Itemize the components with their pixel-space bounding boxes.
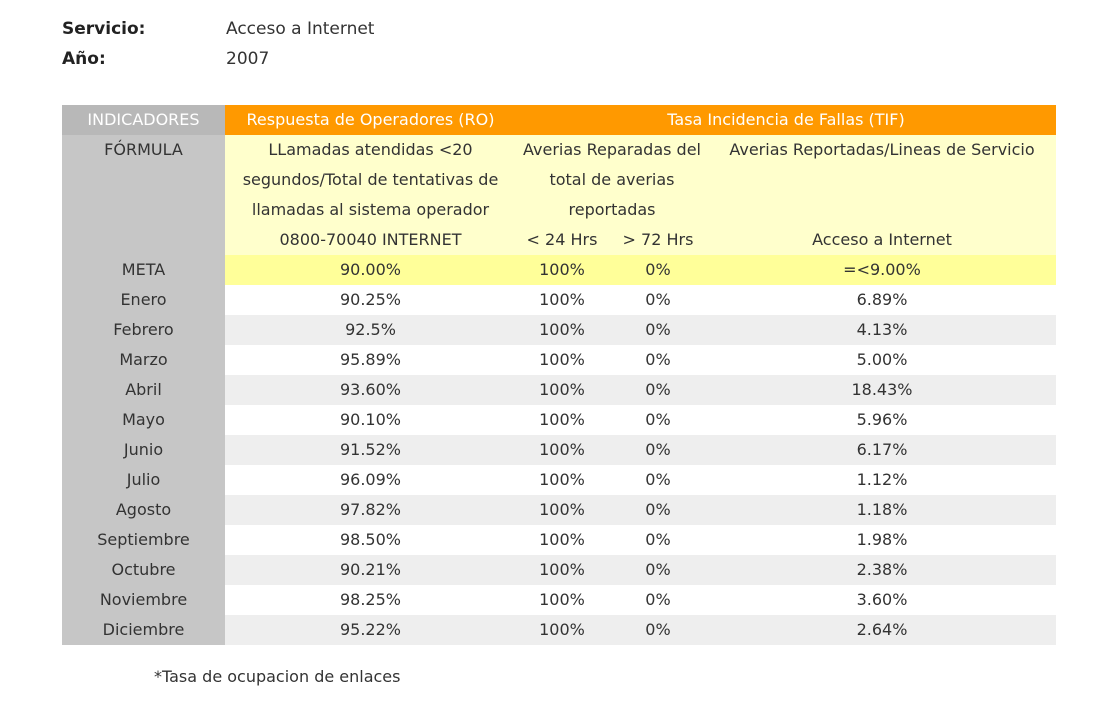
gt72-cell: 0% <box>608 615 708 645</box>
month-cell: Diciembre <box>62 615 225 645</box>
ro-formula-line: 0800-70040 INTERNET <box>225 225 516 255</box>
rl-cell: 5.00% <box>708 345 1056 375</box>
month-cell: Julio <box>62 465 225 495</box>
rep-formula-line: total de averias <box>516 165 708 195</box>
meta-lt24: 100% <box>516 255 608 285</box>
anio-row <box>62 44 374 74</box>
lt24-cell: 100% <box>516 315 608 345</box>
rep-formula-line: reportadas <box>516 195 708 225</box>
ro-cell: 93.60% <box>225 375 516 405</box>
rep-formula-line: Averias Reparadas del <box>516 135 708 165</box>
table-row <box>62 585 1056 615</box>
ro-cell: 92.5% <box>225 315 516 345</box>
lt24-cell: 100% <box>516 615 608 645</box>
formula-row-4 <box>62 225 1056 255</box>
month-cell: Septiembre <box>62 525 225 555</box>
lt24-cell: 100% <box>516 375 608 405</box>
formula-row-2 <box>62 165 1056 195</box>
month-cell: Abril <box>62 375 225 405</box>
servicio-label: Servicio: <box>62 19 146 39</box>
footnote: *Tasa de ocupacion de enlaces <box>154 667 401 686</box>
table-row <box>62 555 1056 585</box>
gt72-cell: 0% <box>608 555 708 585</box>
formula-label: FÓRMULA <box>62 135 225 165</box>
table-row <box>62 375 1056 405</box>
anio-value: 2007 <box>226 49 270 69</box>
lt24-cell: 100% <box>516 285 608 315</box>
lt24-subheader: < 24 Hrs <box>516 225 608 255</box>
lt24-cell: 100% <box>516 585 608 615</box>
lt24-cell: 100% <box>516 525 608 555</box>
rl-cell: 6.89% <box>708 285 1056 315</box>
table-row <box>62 405 1056 435</box>
month-cell: Marzo <box>62 345 225 375</box>
rl-cell: 5.96% <box>708 405 1056 435</box>
ro-cell: 91.52% <box>225 435 516 465</box>
formula-row-1 <box>62 135 1056 165</box>
table-row <box>62 525 1056 555</box>
servicio-value: Acceso a Internet <box>226 19 375 39</box>
ro-cell: 90.21% <box>225 555 516 585</box>
meta-label: META <box>62 255 225 285</box>
month-cell: Octubre <box>62 555 225 585</box>
rl-cell: 2.64% <box>708 615 1056 645</box>
month-cell: Agosto <box>62 495 225 525</box>
ro-cell: 98.25% <box>225 585 516 615</box>
servicio-row <box>62 14 374 44</box>
lt24-cell: 100% <box>516 345 608 375</box>
header-row <box>62 105 1056 135</box>
anio-label: Año: <box>62 49 106 69</box>
indicators-table <box>62 105 1056 645</box>
lt24-cell: 100% <box>516 465 608 495</box>
gt72-cell: 0% <box>608 465 708 495</box>
meta-ro: 90.00% <box>225 255 516 285</box>
gt72-cell: 0% <box>608 495 708 525</box>
ro-cell: 90.10% <box>225 405 516 435</box>
table-row <box>62 465 1056 495</box>
rl-cell: 6.17% <box>708 435 1056 465</box>
table-row <box>62 495 1056 525</box>
month-cell: Noviembre <box>62 585 225 615</box>
meta-rl: =<9.00% <box>708 255 1056 285</box>
ro-cell: 95.89% <box>225 345 516 375</box>
rl-subheader: Acceso a Internet <box>708 225 1056 255</box>
lt24-cell: 100% <box>516 435 608 465</box>
month-cell: Febrero <box>62 315 225 345</box>
ro-cell: 96.09% <box>225 465 516 495</box>
formula-row-3 <box>62 195 1056 225</box>
rl-cell: 1.12% <box>708 465 1056 495</box>
gt72-cell: 0% <box>608 435 708 465</box>
gt72-cell: 0% <box>608 525 708 555</box>
ro-header: Respuesta de Operadores (RO) <box>225 105 516 135</box>
tif-header: Tasa Incidencia de Fallas (TIF) <box>516 105 1056 135</box>
ro-cell: 98.50% <box>225 525 516 555</box>
gt72-cell: 0% <box>608 285 708 315</box>
gt72-cell: 0% <box>608 375 708 405</box>
lt24-cell: 100% <box>516 555 608 585</box>
gt72-cell: 0% <box>608 585 708 615</box>
rl-cell: 3.60% <box>708 585 1056 615</box>
meta-gt72: 0% <box>608 255 708 285</box>
ro-formula-line: LLamadas atendidas <20 <box>225 135 516 165</box>
service-info <box>62 14 374 74</box>
ro-cell: 97.82% <box>225 495 516 525</box>
indicadores-header: INDICADORES <box>62 105 225 135</box>
lt24-cell: 100% <box>516 495 608 525</box>
rl-formula: Averias Reportadas/Lineas de Servicio <box>708 135 1056 165</box>
gt72-cell: 0% <box>608 405 708 435</box>
rl-cell: 4.13% <box>708 315 1056 345</box>
table-row <box>62 285 1056 315</box>
gt72-cell: 0% <box>608 315 708 345</box>
ro-formula-line: segundos/Total de tentativas de <box>225 165 516 195</box>
rl-cell: 2.38% <box>708 555 1056 585</box>
ro-cell: 90.25% <box>225 285 516 315</box>
month-cell: Enero <box>62 285 225 315</box>
rl-cell: 1.98% <box>708 525 1056 555</box>
ro-cell: 95.22% <box>225 615 516 645</box>
table-row <box>62 435 1056 465</box>
ro-formula-line: llamadas al sistema operador <box>225 195 516 225</box>
table-row <box>62 315 1056 345</box>
gt72-subheader: > 72 Hrs <box>608 225 708 255</box>
lt24-cell: 100% <box>516 405 608 435</box>
table-row <box>62 345 1056 375</box>
month-cell: Mayo <box>62 405 225 435</box>
gt72-cell: 0% <box>608 345 708 375</box>
rl-cell: 18.43% <box>708 375 1056 405</box>
month-cell: Junio <box>62 435 225 465</box>
table-row <box>62 615 1056 645</box>
rl-cell: 1.18% <box>708 495 1056 525</box>
meta-row <box>62 255 1056 285</box>
